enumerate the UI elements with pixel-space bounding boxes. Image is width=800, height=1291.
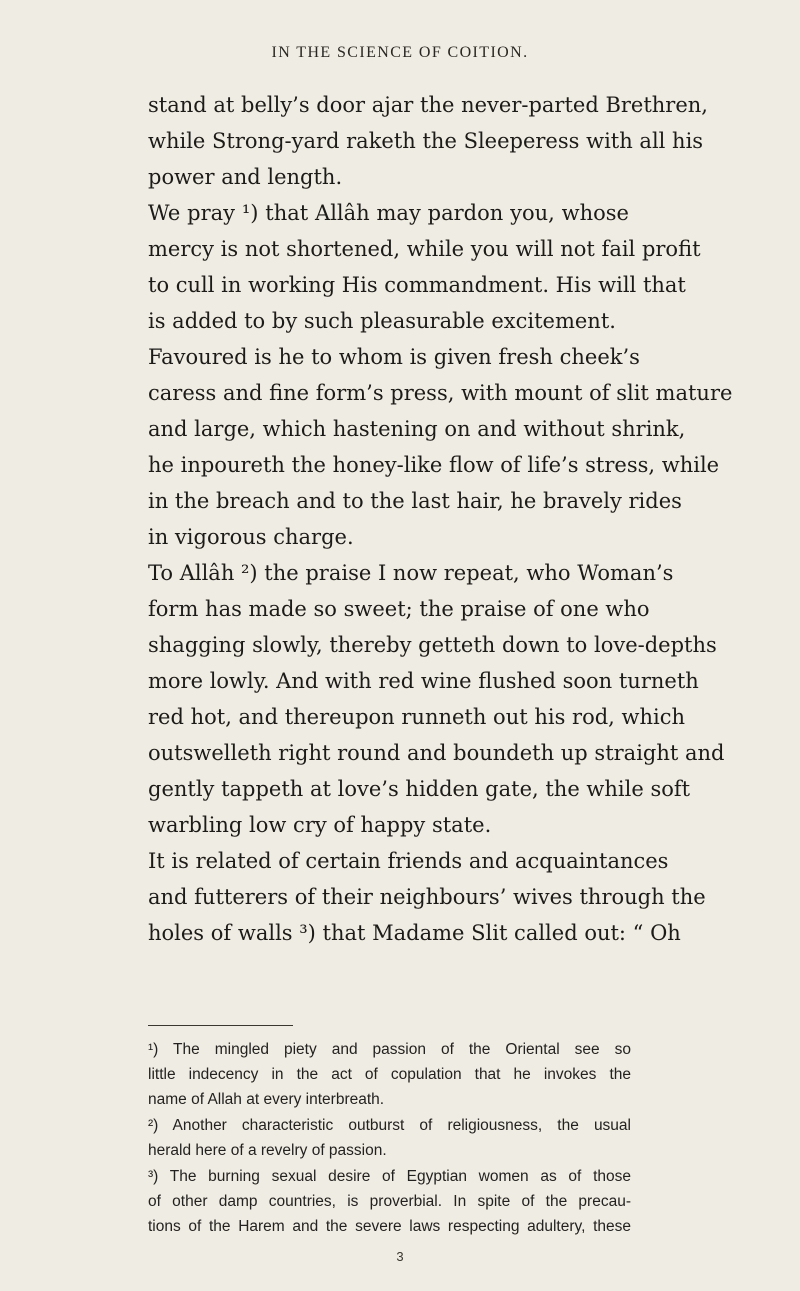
body-line: It is related of certain friends and acquaintances	[148, 849, 669, 873]
body-line: gently tappeth at love’s hidden gate, the while soft	[148, 777, 691, 801]
footnote-line: little indecency in the act of copulation that he invokes the	[148, 1066, 631, 1083]
body-line: red hot, and thereupon runneth out his rod, which	[148, 705, 686, 729]
page-number: 3	[396, 1249, 404, 1264]
body-line: he inpoureth the honey-like flow of life’s stress, while	[148, 453, 720, 477]
body-line: stand at belly’s door ajar the never-parted Brethren,	[148, 93, 708, 117]
body-line: Favoured is he to whom is given fresh cheek’s	[148, 345, 640, 369]
body-line: to cull in working His commandment. His will that	[148, 273, 686, 297]
body-line: shagging slowly, thereby getteth down to love-depths	[148, 633, 717, 657]
body-line: mercy is not shortened, while you will not fail profit	[148, 237, 701, 261]
footnote-divider	[148, 1025, 293, 1026]
running-header: IN THE SCIENCE OF COITION.	[271, 44, 529, 61]
footnote-line: of other damp countries, is proverbial. In spite of the precau-	[148, 1193, 631, 1210]
body-line: We pray ¹) that Allâh may pardon you, whose	[148, 201, 629, 225]
footnote-line: tions of the Harem and the severe laws respecting adultery, these	[148, 1218, 631, 1235]
body-line: outswelleth right round and boundeth up straight and	[148, 741, 725, 765]
body-line: and large, which hastening on and without shrink,	[148, 417, 686, 441]
body-line: in the breach and to the last hair, he bravely rides	[148, 489, 682, 513]
body-line: is added to by such pleasurable excitement.	[148, 309, 616, 333]
body-line: To Allâh ²) the praise I now repeat, who Woman’s	[148, 561, 674, 585]
body-line: warbling low cry of happy state.	[148, 813, 492, 837]
body-line: and futterers of their neighbours’ wives through the	[148, 885, 706, 909]
body-line: caress and fine form’s press, with mount of slit mature	[148, 381, 733, 405]
footnote-line: name of Allah at every interbreath.	[148, 1091, 385, 1108]
body-line: power and length.	[148, 165, 343, 189]
footnote-line: ³) The burning sexual desire of Egyptian women as of those	[148, 1168, 631, 1185]
footnote-line: ¹) The mingled piety and passion of the Oriental see so	[148, 1041, 631, 1058]
body-line: while Strong-yard raketh the Sleeperess with all his	[148, 129, 704, 153]
body-line: holes of walls ³) that Madame Slit called out: “ Oh	[148, 921, 681, 945]
body-line: more lowly. And with red wine flushed soon turneth	[148, 669, 699, 693]
body-line: form has made so sweet; the praise of one who	[148, 597, 650, 621]
body-line: in vigorous charge.	[148, 525, 354, 549]
footnote-line: herald here of a revelry of passion.	[148, 1142, 387, 1159]
footnote-line: ²) Another characteristic outburst of religiousness, the usual	[148, 1117, 631, 1134]
